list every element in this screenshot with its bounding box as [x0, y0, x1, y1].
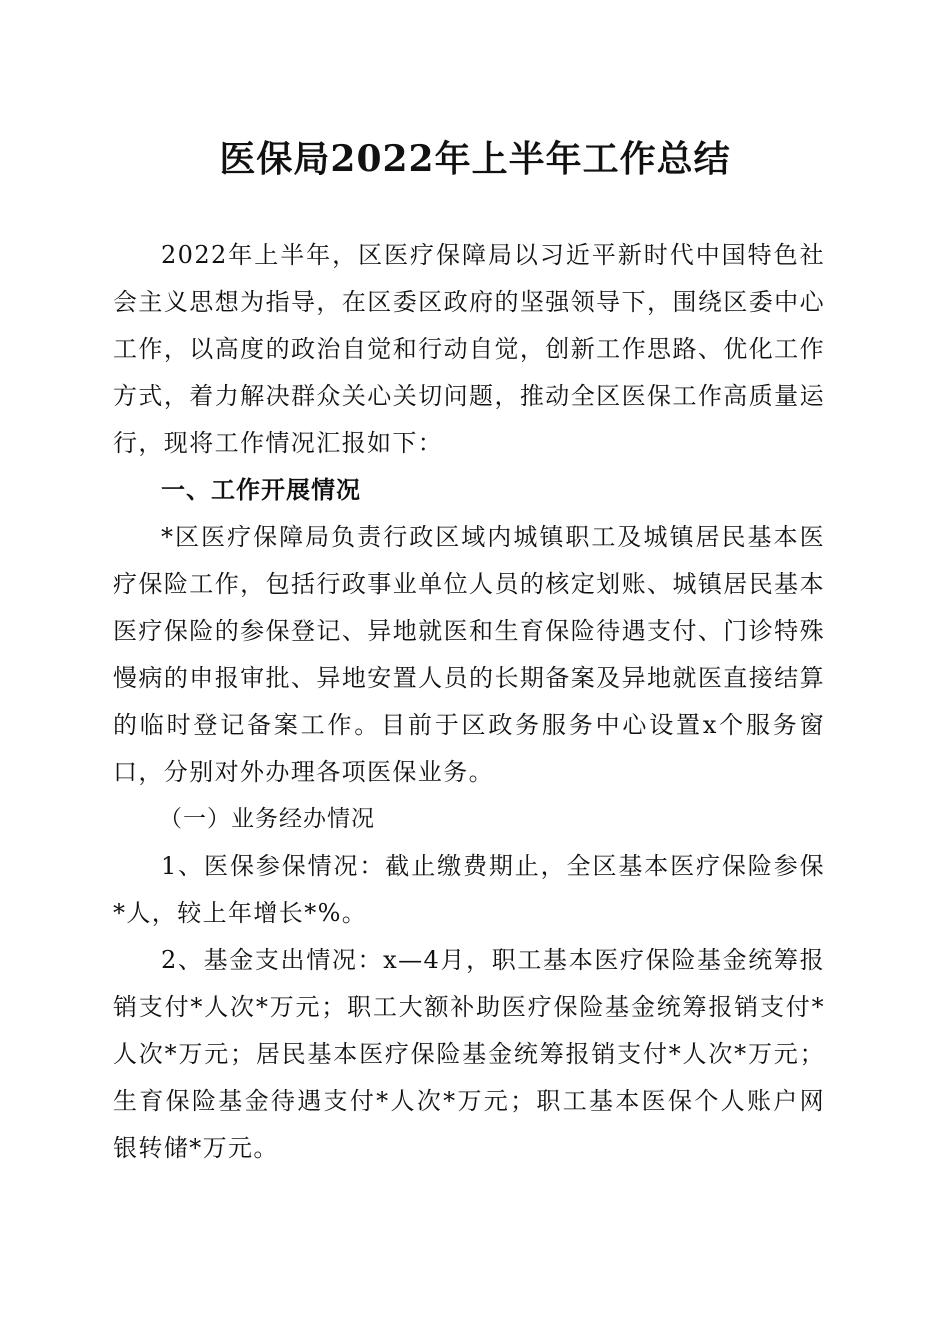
- section-paragraph-overview: *区医疗保障局负责行政区域内城镇职工及城镇居民基本医疗保险工作，包括行政事业单位人员的核定划账、城镇居民基本医疗保险的参保登记、异地就医和生育保险待遇支付、门诊特殊慢病的申报审批、异地安置人员的长期备案及异地就医直接结算的临时登记备案工作。目前于区政务服务中心设置x个服务窗口，分别对外办理各项医保业务。: [113, 523, 825, 786]
- list-item-insurance-enrollment: 1、医保参保情况：截止缴费期止，全区基本医疗保险参保*人，较上年增长*%。: [113, 852, 825, 927]
- list-item-fund-expenditure: 2、基金支出情况：x—4月，职工基本医疗保险基金统筹报销支付*人次*万元；职工大额补助医疗保险基金统筹报销支付*人次*万元；居民基本医疗保险基金统筹报销支付*人次*万元；生育保险基金待遇支付*人次*万元；职工基本医保个人账户网银转储*万元。: [113, 946, 825, 1162]
- intro-paragraph: 2022年上半年，区医疗保障局以习近平新时代中国特色社会主义思想为指导，在区委区政府的坚强领导下，围绕区委中心工作，以高度的政治自觉和行动自觉，创新工作思路、优化工作方式，着力解决群众关心关切问题，推动全区医保工作高质量运行，现将工作情况汇报如下：: [113, 241, 825, 457]
- section-heading-work-progress: 一、工作开展情况: [161, 476, 361, 504]
- subsection-heading-business: （一）业务经办情况: [159, 806, 375, 832]
- document-body: [113, 232, 825, 1172]
- document-title: 医保局2022年上半年工作总结: [219, 138, 731, 180]
